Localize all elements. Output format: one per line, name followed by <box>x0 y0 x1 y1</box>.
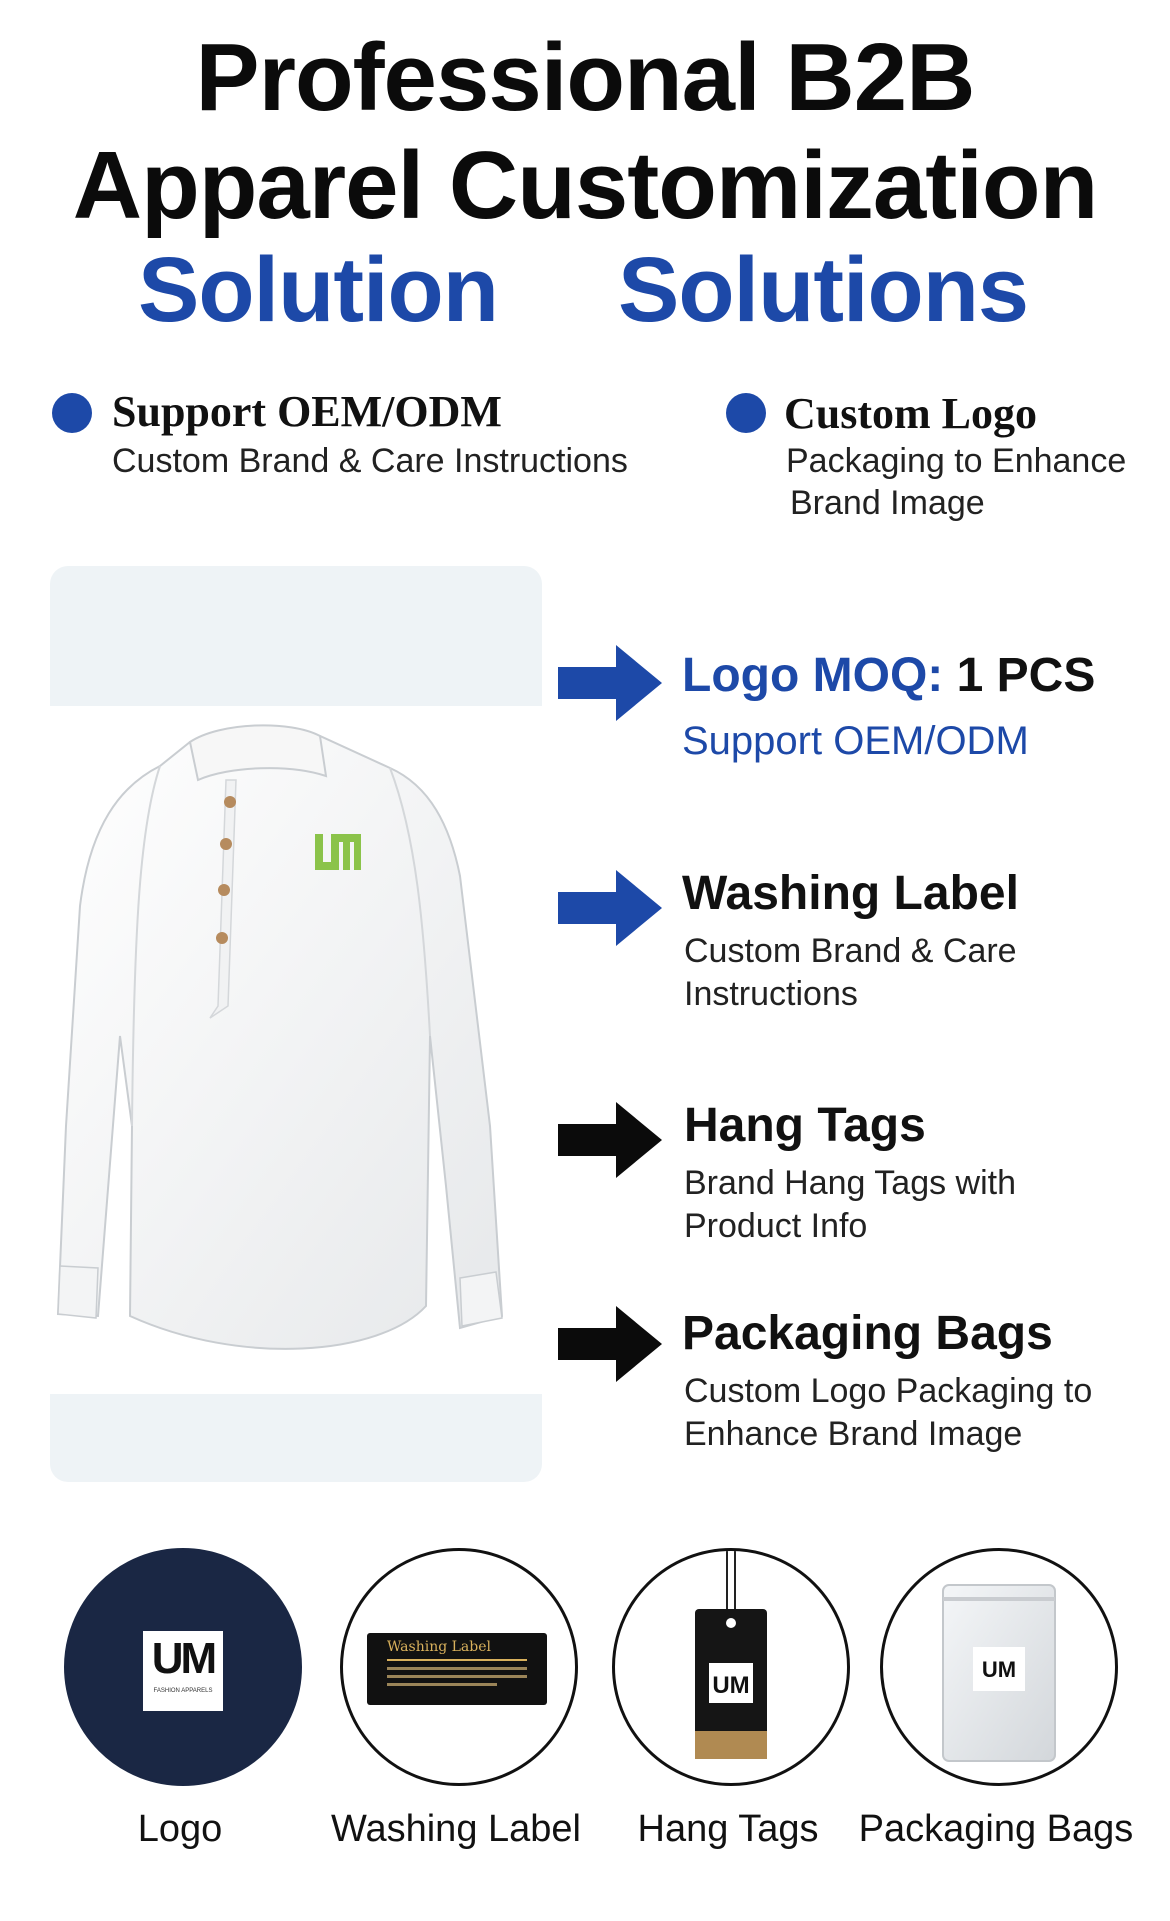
bullet-sub-logo-1: Packaging to Enhance <box>786 442 1127 480</box>
washing-label-tag <box>367 1633 547 1705</box>
header-title-line2: Apparel Customization <box>72 132 1098 239</box>
packaging-bag-sample-circle <box>880 1548 1118 1786</box>
caption-hang-tags: Hang Tags <box>637 1808 819 1850</box>
svg-text:UM: UM <box>712 1672 750 1699</box>
caption-packaging-bags: Packaging Bags <box>858 1808 1134 1850</box>
bullet-title-oem: Support OEM/ODM <box>112 387 502 436</box>
feature-sub-washing-label-2: Instructions <box>684 975 858 1013</box>
hang-tag-sample-circle <box>612 1548 850 1786</box>
header-title-solution: Solution <box>138 239 498 341</box>
washing-label-tag-text: Washing Label <box>387 1639 491 1655</box>
feature-sub-logo-moq: Support OEM/ODM <box>682 719 1029 763</box>
feature-title-logo-moq-label: Logo MOQ: <box>682 649 944 702</box>
header-title-line1: Professional B2B <box>195 24 975 131</box>
feature-sub-washing-label-1: Custom Brand & Care <box>684 932 1017 970</box>
caption-logo: Logo <box>137 1808 223 1850</box>
white-shirt-image <box>50 706 542 1394</box>
bullet-title-logo: Custom Logo <box>784 389 1038 438</box>
arrow-right-icon <box>558 645 662 721</box>
feature-sub-packaging-bags-2: Enhance Brand Image <box>684 1415 1023 1453</box>
header-title-solutions: Solutions <box>618 239 1029 341</box>
packaging-bag-icon <box>883 1551 1115 1783</box>
bullet-dot-icon <box>726 393 766 433</box>
feature-sub-hang-tags-2: Product Info <box>684 1207 868 1245</box>
washing-label-sample-circle <box>340 1548 578 1786</box>
logo-badge <box>143 1631 223 1711</box>
bullet-sub-logo-2: Brand Image <box>790 484 985 522</box>
logo-mark: UM <box>151 1634 215 1683</box>
feature-title-hang-tags: Hang Tags <box>684 1099 926 1152</box>
feature-title-washing-label: Washing Label <box>682 867 1019 920</box>
bullet-dot-icon <box>52 393 92 433</box>
logo-sample-circle <box>64 1548 302 1786</box>
feature-title-logo-moq-value: 1 PCS <box>956 649 1096 702</box>
feature-title-logo-moq <box>682 648 1095 703</box>
bullet-sub-oem: Custom Brand & Care Instructions <box>112 442 628 480</box>
hang-tag-icon <box>615 1551 847 1783</box>
arrow-right-icon <box>558 870 662 946</box>
feature-sub-hang-tags-1: Brand Hang Tags with <box>684 1164 1017 1202</box>
arrow-right-icon <box>558 1306 662 1382</box>
logo-subtext: FASHION APPARELS <box>153 1688 213 1694</box>
caption-washing-label: Washing Label <box>331 1808 581 1850</box>
feature-sub-packaging-bags-1: Custom Logo Packaging to <box>684 1372 1093 1410</box>
feature-title-packaging-bags: Packaging Bags <box>682 1307 1053 1360</box>
arrow-right-icon <box>558 1102 662 1178</box>
svg-text:UM: UM <box>981 1657 1017 1682</box>
